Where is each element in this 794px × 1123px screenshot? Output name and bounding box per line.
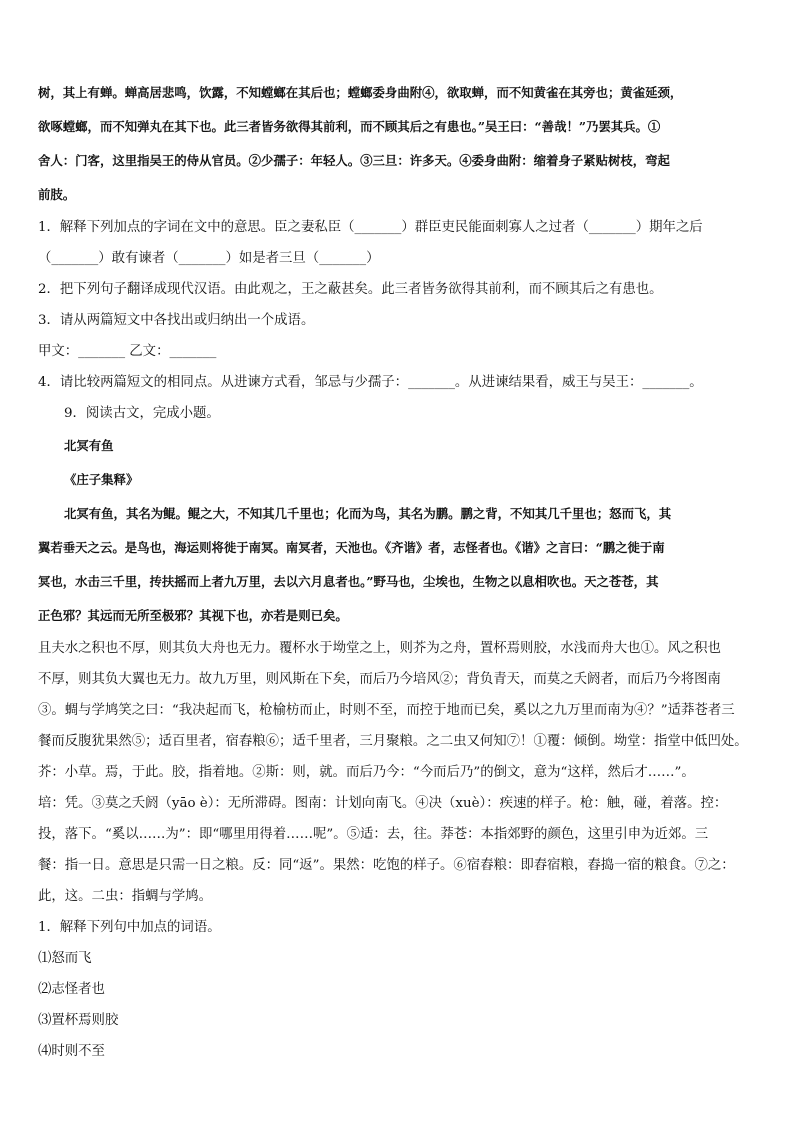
document-body — [38, 76, 758, 1067]
text-line: 3．请从两篇短文中各找出或归纳出一个成语。 — [38, 313, 315, 328]
text-line: ⑴怒而飞 — [38, 951, 92, 966]
text-line: 投，落下。“奚以……为”：即“哪里用得着……呢”。⑤适：去，往。莽苍：本指郊野的颜色，这里引申为近郊。三 — [38, 827, 709, 842]
text-line: 甲文：_______ 乙文：_______ — [38, 344, 217, 359]
text-line: 正色邪？其远而无所至极邪？其视下也，亦若是则已矣。 — [38, 608, 348, 623]
text-line: 北冥有鱼，其名为鲲。鲲之大，不知其几千里也；化而为鸟，其名为鹏。鹏之背，不知其几千里也；怒而飞，其 — [64, 506, 672, 521]
text-line: 北冥有鱼 — [64, 438, 114, 453]
text-line: 4．请比较两篇短文的相同点。从进谏方式看，邹忌与少孺子：_______。从进谏结果看，威王与吴王：_______。 — [38, 375, 703, 390]
text-line: 且夫水之积也不厚，则其负大舟也无力。覆杯水于坳堂之上，则芥为之舟，置杯焉则胶，水浅而舟大也①。风之积也 — [38, 641, 721, 656]
text-line: 培：凭。③莫之夭阏（yāo è）：无所滞碍。图南：计划向南飞。④决（xuè）：疾速的样子。枪：触，碰，着落。控： — [38, 796, 728, 811]
text-line: 不厚，则其负大翼也无力。故九万里，则风斯在下矣，而后乃今培风②；背负青天，而莫之夭阏者，而后乃今将图南 — [38, 672, 721, 687]
text-line: 餐：指一日。意思是只需一日之粮。反：同“返”。果然：吃饱的样子。⑥宿舂粮：即舂宿粮，舂捣一宿的粮食。⑦之： — [38, 858, 735, 873]
text-line: ⑷时则不至 — [38, 1044, 105, 1059]
text-line: 舍人：门客，这里指吴王的侍从官员。②少孺子：年轻人。③三旦：许多天。④委身曲附：缩着身子紧贴树枝，弯起 — [38, 153, 670, 168]
text-line: 9．阅读古文，完成小题。 — [64, 406, 220, 421]
text-line: 欲啄螳螂，而不知弹丸在其下也。此三者皆务欲得其前利，而不顾其后之有患也。”吴王曰：“善哉！”乃罢其兵。① — [38, 119, 661, 134]
text-line: 2．把下列句子翻译成现代汉语。由此观之，王之蔽甚矣。此三者皆务欲得其前利，而不顾其后之有患也。 — [38, 282, 663, 297]
text-line: 1．解释下列句中加点的词语。 — [38, 920, 221, 935]
text-line: ⑶置杯焉则胶 — [38, 1013, 119, 1028]
text-line: 树，其上有蝉。蝉高居悲鸣，饮露，不知螳螂在其后也；螳螂委身曲附④，欲取蝉，而不知黄雀在其旁也；黄雀延颈， — [38, 85, 683, 100]
text-line: ③。蜩与学鸠笑之曰：“我决起而飞，枪榆枋而止，时则不至，而控于地而已矣，奚以之九万里而南为④？”适莽苍者三 — [38, 703, 735, 718]
text-line: 翼若垂天之云。是鸟也，海运则将徙于南冥。南冥者，天池也。《齐谐》者，志怪者也。《谐》之言曰：“鹏之徙于南 — [38, 540, 665, 555]
text-line: 前肢。 — [38, 187, 76, 202]
text-line: 1．解释下列加点的字词在文中的意思。臣之妻私臣（_______）群臣吏民能面刺寡人之过者（_______）期年之后 — [38, 220, 703, 235]
text-line: 餐而反腹犹果然⑤；适百里者，宿舂粮⑥；适千里者，三月聚粮。之二虫又何知⑦！①覆：倾倒。坳堂：指堂中低凹处。 — [38, 734, 748, 749]
text-line: 此，这。二虫：指蜩与学鸠。 — [38, 889, 213, 904]
text-line: （_______）敢有谏者（_______）如是者三旦（_______） — [38, 251, 380, 266]
text-line: 冥也，水击三千里，抟扶摇而上者九万里，去以六月息者也。”野马也，尘埃也，生物之以息相吹也。天之苍苍，其 — [38, 574, 659, 589]
text-line: 芥：小草。焉，于此。胶，指着地。②斯：则，就。而后乃今：“今而后乃”的倒文，意为“这样，然后才……”。 — [38, 765, 695, 780]
text-line: 《庄子集释》 — [64, 472, 139, 487]
text-line: ⑵志怪者也 — [38, 982, 105, 997]
